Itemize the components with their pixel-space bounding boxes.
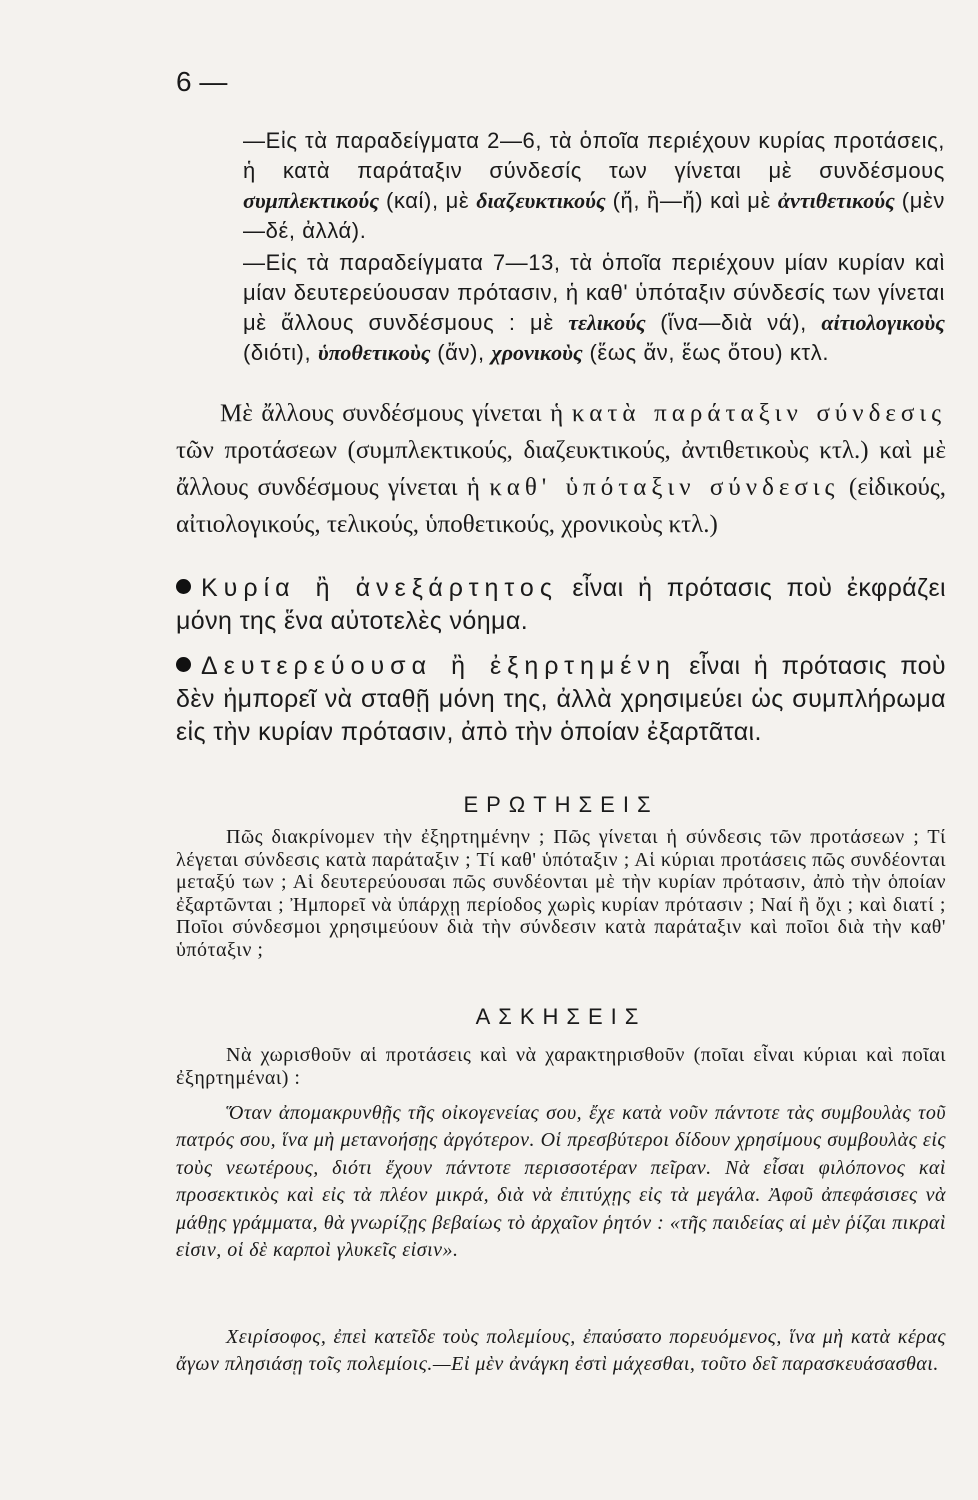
paratactic-emphasis: κατὰ παράταξιν σύνδεσις [571,400,946,427]
exercise-passage-2: Χειρίσοφος, ἐπεὶ κατεῖδε τοὺς πολεμίους, ἐπαύσατο πορευόμενος, ἵνα μὴ κατὰ κέρας ἄγων πλησιάσῃ τοῖς πολεμίοις.—Εἰ μὲν ἀνάγκη ἐστὶ μάχεσθαι, τοῦτο δεῖ παρασκευάσασθαι. [176,1326,946,1376]
term-causal: αἰτιολογικοὺς [821,310,945,335]
exercise-passage-1: Ὅταν ἀπομακρυνθῇς τῆς οἰκογενείας σου, ἔχε κατὰ νοῦν πάντοτε τὰς συμβουλὰς τοῦ πατρός σου, ἵνα μὴ μετανοήσῃς ἀργότερον. Οἱ πρεσβύτεροι δίδουν χρησίμους συμβουλὰς εἰς τοὺς νεωτέρους, διότι ἔχουν πάντοτε περισσοτέραν πεῖραν. Νὰ εἶσαι φιλόπονος καὶ προσεκτικὸς καὶ εἰς τὰ πλέον μικρά, διὰ νὰ ἐπιτύχῃς εἰς τὰ μεγάλα. Ἀφοῦ ἀπεφάσισες νὰ μάθῃς γράμματα, θὰ γνωρίζῃς βεβαίως τὸ ἀρχαῖον ῥητόν : «τῆς παιδείας αἱ μὲν ῥίζαι πικραὶ εἰσιν, οἱ δὲ καρποὶ γλυκεῖς εἰσιν». [176,1102,946,1262]
term-copulative: συμπλεκτικούς [243,188,380,213]
term-adversative: ἀντιθετικούς [777,188,895,213]
term-conditional: ὑποθετικοὺς [317,340,431,365]
hypotactic-emphasis: καθ' ὑπόταξιν σύνδεσις [489,474,840,501]
exercises-instruction: Νὰ χωρισθοῦν αἱ προτάσεις καὶ νὰ χαρακτηρισθοῦν (ποῖαι εἶναι κύριαι καὶ ποῖαι ἐξηρτημέναι) : [176,1044,946,1089]
summary-paragraph: Μὲ ἄλλους συνδέσμους γίνεται ἡ κατὰ παράταξιν σύνδεσις τῶν προτάσεων (συμπλεκτικούς, διαζευκτικούς, ἀντιθετικοὺς κτλ.) καὶ μὲ ἄλλους συνδέσμους γίνεται ἡ καθ' ὑπόταξιν σύνδεσις (εἰδικούς, αἰτιολογικούς, τελικούς, ὑποθετικούς, χρονικοὺς κτλ.) [176,400,946,538]
rule-paratactic: —Εἰς τὰ παραδείγματα 2—6, τὰ ὁποῖα περιέχουν κυρίας προτάσεις, ἡ κατὰ παράταξιν σύνδεσίς των γίνεται μὲ συνδέσμους συμπλεκτικούς (καί), μὲ διαζευκτικούς (ἤ, ἢ—ἤ) καὶ μὲ ἀντιθετικούς (μὲν—δέ, ἀλλά). [243,128,945,243]
bullet-icon [176,657,191,672]
exercises-heading: ΑΣΚΗΣΕΙΣ [475,1004,647,1029]
definition-main-clause: Κυρία ἢ ἀνεξάρτητος εἶναι ἡ πρότασις ποὺ ἐκφράζει μόνη της ἕνα αὐτοτελὲς νόημα. [176,574,946,635]
questions-heading: ΕΡΩΤΗΣΕΙΣ [463,792,659,817]
definition-dependent-clause: Δευτερεύουσα ἢ ἐξηρτημένη εἶναι ἡ πρότασις ποὺ δὲν ἠμπορεῖ νὰ σταθῇ μόνη της, ἀλλὰ χρησιμεύει ὡς συμπλήρωμα εἰς τὴν κυρίαν πρότασιν, ἀπὸ τὴν ὁποίαν ἐξαρτᾶται. [176,652,947,746]
conjunction-rules [243,126,945,368]
rule-hypotactic: —Εἰς τὰ παραδείγματα 7—13, τὰ ὁποῖα περιέχουν μίαν κυρίαν καὶ μίαν δευτερεύουσαν πρότασιν, ἡ καθ' ὑπόταξιν σύνδεσίς των γίνεται μὲ ἄλλους συνδέσμους : μὲ τελικούς (ἵνα—διὰ νά), αἰτιολογικοὺς (διότι), ὑποθετικοὺς (ἄν), χρονικοὺς (ἕως ἄν, ἕως ὅτου) κτλ. [243,250,945,365]
questions-text: Πῶς διακρίνομεν τὴν ἐξηρτημένην ; Πῶς γίνεται ἡ σύνδεσις τῶν προτάσεων ; Τί λέγεται σύνδεσις κατὰ παράταξιν ; Τί καθ' ὑπόταξιν ; Αἱ κύριαι προτάσεις πῶς συνδέονται μεταξύ των ; Αἱ δευτερεύουσαι πῶς συνδέονται μὲ τὴν κυρίαν πρότασιν, ἀπὸ τὴν ὁποίαν ἐξαρτῶνται ; Ἠμπορεῖ νὰ ὑπάρχῃ περίοδος χωρὶς κυρίαν πρότασιν ; Ναί ἢ ὄχι ; καὶ διατί ; Ποῖοι σύνδεσμοι χρησιμεύουν διὰ τὴν σύνδεσιν κατὰ παράταξιν καὶ ποῖοι διὰ τὴν καθ' ὑπόταξιν ; [176,826,946,961]
definition-term: Κυρία ἢ ἀνεξάρτητος [201,574,558,602]
term-final: τελικούς [568,310,646,335]
bullet-icon [176,579,191,594]
definition-term: Δευτερεύουσα ἢ ἐξηρτημένη [201,652,676,680]
term-disjunctive: διαζευκτικούς [476,188,606,213]
term-temporal: χρονικοὺς [491,340,583,365]
page-number: 6 — [176,66,228,97]
